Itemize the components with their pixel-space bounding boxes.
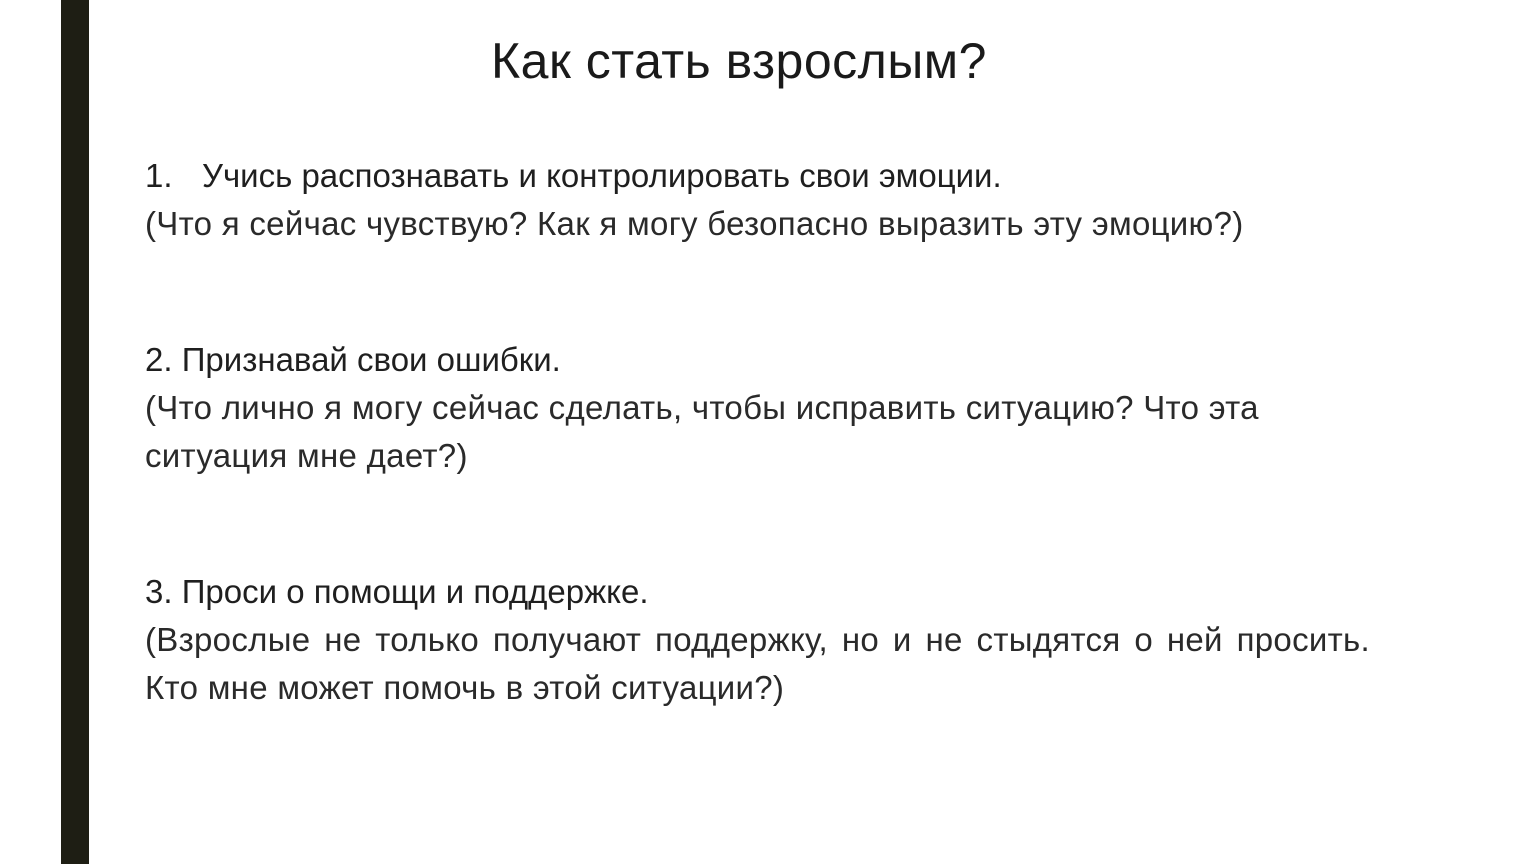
item-note-1: (Что я сейчас чувствую? Как я могу безопасно выразить эту эмоцию?) <box>145 205 1244 242</box>
item-heading-text-1: Учись распознавать и контролировать свои эмоции. <box>202 157 1002 194</box>
item-heading-text-2: Признавай свои ошибки. <box>181 341 561 378</box>
list-item-1 <box>145 152 1370 248</box>
item-note-2: (Что лично я могу сейчас сделать, чтобы исправить ситуацию? Что эта ситуация мне дает?) <box>145 389 1259 474</box>
slide-title: Как стать взрослым? <box>491 33 987 89</box>
item-number-1: 1. <box>145 157 173 194</box>
accent-bar <box>61 0 89 864</box>
list-item-3 <box>145 568 1370 712</box>
slide-content <box>145 152 1370 712</box>
list-item-2 <box>145 336 1370 480</box>
item-heading-3 <box>145 568 1370 616</box>
item-number-2: 2. <box>145 341 173 378</box>
item-heading-text-3: Проси о помощи и поддержке. <box>181 573 649 610</box>
item-number-3: 3. <box>145 573 173 610</box>
item-note-3: (Взрослые не только получают поддержку, но и не стыдятся о ней просить. Кто мне может помочь в этой ситуации?) <box>145 621 1370 706</box>
item-heading-2 <box>145 336 1370 384</box>
item-heading-1 <box>145 152 1370 200</box>
